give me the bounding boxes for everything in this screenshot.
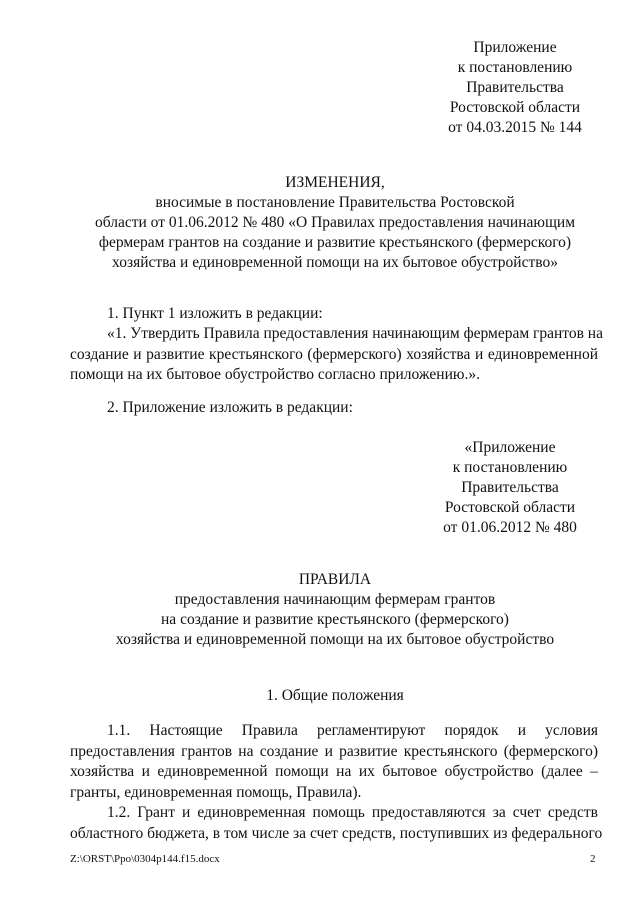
section1-p2-line: 1.2. Грант и единовременная помощь предоставляются за счет средств <box>107 804 598 821</box>
approval-block-top <box>415 38 615 138</box>
approval-line: Правительства <box>461 479 559 496</box>
item1-heading: 1. Пункт 1 изложить в редакции: <box>107 305 323 322</box>
changes-line: вносимые в постановление Правительства Ростовской <box>155 194 515 211</box>
rules-line: на создание и развитие крестьянского (фермерского) <box>161 611 509 628</box>
item1-line: помощи на их бытовое обустройство согласно приложению.». <box>70 366 480 383</box>
rules-heading <box>70 570 600 650</box>
changes-line: области от 01.06.2012 № 480 «О Правилах предоставления начинающим <box>94 214 575 231</box>
section1-p2-line: областного бюджета, в том числе за счет средств, поступивших из федерального <box>70 824 603 842</box>
approval-line: Ростовской области <box>449 99 581 116</box>
section1-paragraph-2 <box>70 803 603 844</box>
approval-line: Приложение <box>473 39 557 56</box>
rules-line: хозяйства и единовременной помощи на их бытовое обустройство <box>115 631 555 648</box>
approval-line: к постановлению <box>457 59 573 76</box>
page-number: 2 <box>590 853 596 865</box>
item1-line: создание и развитие крестьянского (фермерского) хозяйства и единовременной <box>70 345 598 363</box>
changes-line: хозяйства и единовременной помощи на их бытовое обустройство» <box>112 254 558 271</box>
changes-line: фермерам грантов на создание и развитие крестьянского (фермерского) <box>98 234 572 251</box>
approval-block-second <box>405 438 615 538</box>
section1-p1-line: предоставления грантов на создание и развитие крестьянского (фермерского) <box>70 742 598 760</box>
item1-line: «1. Утвердить Правила предоставления начинающим фермерам грантов на <box>107 325 603 342</box>
section1-p1-line: 1.1. Настоящие Правила регламентируют порядок и условия <box>107 722 598 739</box>
section1-p1-line: гранты, единовременная помощь, Правила). <box>70 783 362 801</box>
item2-heading: 2. Приложение изложить в редакции: <box>107 399 353 416</box>
section1-paragraph-1 <box>70 721 598 803</box>
approval-line: к постановлению <box>452 459 568 476</box>
approval-line: Правительства <box>466 79 564 96</box>
footer-file-path: Z:\ORST\Ppo\0304p144.f15.docx <box>70 853 220 865</box>
section1-p1-line: хозяйства и единовременной помощи на их бытовое обустройство (далее – <box>70 763 598 780</box>
approval-line: «Приложение <box>464 439 556 456</box>
rules-title: ПРАВИЛА <box>298 571 372 588</box>
changes-heading <box>70 173 600 273</box>
approval-line: Ростовской области <box>444 499 576 516</box>
rules-line: предоставления начинающим фермерам грантов <box>174 591 496 608</box>
item1-text <box>70 324 603 386</box>
approval-line: от 01.06.2012 № 480 <box>443 519 577 536</box>
changes-title: ИЗМЕНЕНИЯ, <box>285 174 385 191</box>
approval-line: от 04.03.2015 № 144 <box>448 119 582 136</box>
section1-heading: 1. Общие положения <box>266 687 404 704</box>
